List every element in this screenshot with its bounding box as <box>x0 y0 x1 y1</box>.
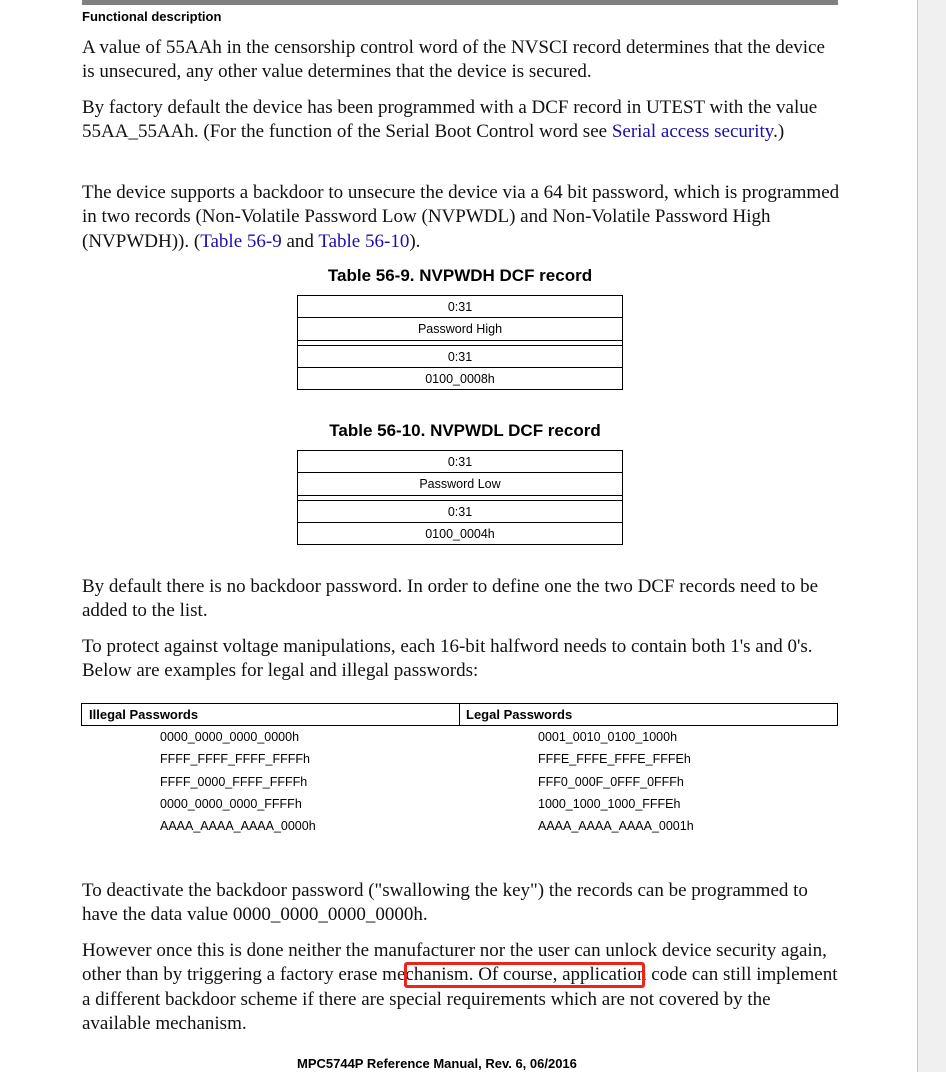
illegal-passwords-header: Illegal Passwords <box>89 707 199 722</box>
list-item: 0000_0000_0000_FFFFh <box>160 796 302 811</box>
list-item: FFFE_FFFE_FFFE_FFFEh <box>538 752 691 767</box>
paragraph-backdoor: The device supports a backdoor to unsecure the device via a 64 bit password, which is programmed in two records (Non-Volatile Password Low (NVPWDL) and Non-Volatile Password High (NVPWDH)). (Table 56-9 and Table 56-10). <box>82 182 840 252</box>
highlight-box <box>404 962 645 988</box>
list-item: 1000_1000_1000_FFFEh <box>538 796 681 811</box>
page-edge <box>917 0 918 1072</box>
table-56-10 <box>297 450 623 545</box>
password-table-header <box>81 703 838 726</box>
paragraph-factory-default: By factory default the device has been programmed with a DCF record in UTEST with the value 55AA_55AAh. (For the function of the Serial Boot Control word see Serial access security.) <box>82 97 818 143</box>
list-item: 0001_0010_0100_1000h <box>538 730 678 744</box>
header-rule <box>82 0 838 5</box>
legal-passwords-list <box>538 726 694 837</box>
link-table-56-9[interactable]: Table 56-9 <box>200 230 282 252</box>
link-table-56-10[interactable]: Table 56-10 <box>318 230 410 252</box>
list-item: AAAA_AAAA_AAAA_0000h <box>160 819 316 834</box>
illegal-passwords-list <box>160 726 316 837</box>
paragraph-voltage-protection: To protect against voltage manipulations, each 16-bit halfword needs to contain both 1's and 0's. Below are examples for legal and illegal passwords: <box>82 636 813 682</box>
list-item: FFFF_FFFF_FFFF_FFFFh <box>160 752 310 767</box>
paragraph-deactivate-backdoor: To deactivate the backdoor password ("swallowing the key") the records can be programmed to have the data value 0000_0000_0000_0000h. <box>82 880 808 926</box>
section-title: Functional description <box>82 9 222 24</box>
table-56-9-caption: Table 56-9. NVPWDH DCF record <box>327 266 593 285</box>
paragraph-default-no-backdoor: By default there is no backdoor password. In order to define one the two DCF records need to be added to the list. <box>82 576 819 622</box>
page-footer: MPC5744P Reference Manual, Rev. 6, 06/2016 <box>297 1056 577 1071</box>
table-cell: 0100_0008h <box>298 368 623 390</box>
table-cell: 0:31 <box>298 346 623 368</box>
list-item: 0000_0000_0000_0000h <box>160 730 300 744</box>
table-56-9 <box>297 295 623 390</box>
table-cell: 0:31 <box>298 296 623 318</box>
legal-passwords-header: Legal Passwords <box>466 707 573 722</box>
table-56-10-caption: Table 56-10. NVPWDL DCF record <box>329 421 601 440</box>
table-cell: Password Low <box>298 473 623 496</box>
paragraph-factory-erase: However once this is done neither the manufacturer nor the user can unlock device security again, other than by triggering a factory erase mechanism. Of course, application code can still implement a different backdoor scheme if there are special requirements which are not covered by the available mechanism. <box>82 940 838 1035</box>
link-serial-access-security[interactable]: Serial access security <box>611 121 774 143</box>
paragraph-censorship: A value of 55AAh in the censorship control word of the NVSCI record determines that the device is unsecured, any other value determines that the device is secured. <box>82 37 825 83</box>
list-item: FFFF_0000_FFFF_FFFFh <box>160 774 308 789</box>
list-item: AAAA_AAAA_AAAA_0001h <box>538 819 694 834</box>
table-cell: 0100_0004h <box>298 523 623 545</box>
list-item: FFF0_000F_0FFF_0FFFh <box>538 774 684 789</box>
table-cell: 0:31 <box>298 451 623 473</box>
table-cell: Password High <box>298 318 623 341</box>
table-cell: 0:31 <box>298 501 623 523</box>
